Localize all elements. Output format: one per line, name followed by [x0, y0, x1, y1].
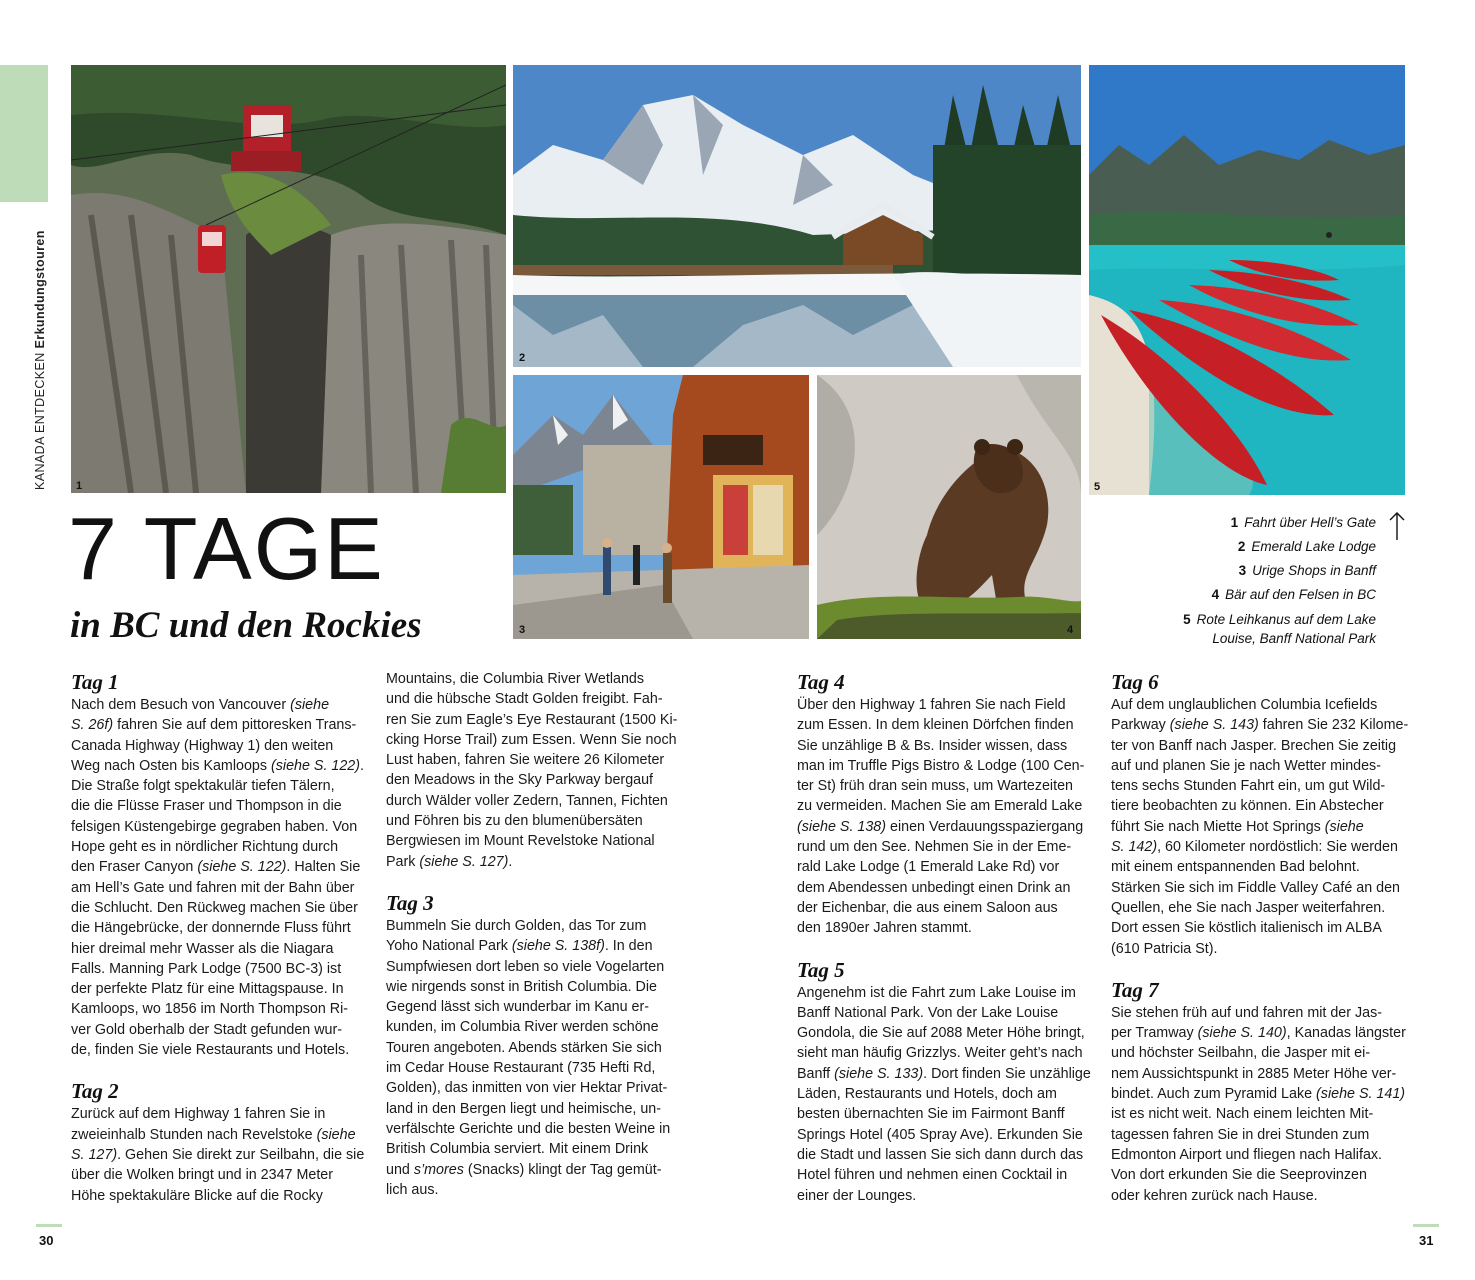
- heading-tag-3: Tag 3: [386, 890, 434, 915]
- text-line: tiere beobachten zu können. Ein Abstecher: [1111, 798, 1384, 815]
- text-line: die Schlucht. Den Rückweg machen Sie über: [71, 899, 358, 916]
- text-line: Banff National Park. Von der Lake Louise: [797, 1004, 1059, 1021]
- text-line: verfälschte Gerichte und die besten Weine in: [386, 1120, 671, 1137]
- text-line: die Hängebrücke, der donnernde Fluss führt: [71, 920, 351, 937]
- text-line: Banff (siehe S. 133). Dort finden Sie unzählige: [797, 1065, 1091, 1082]
- text-line: S. 26f) fahren Sie auf dem pittoresken Trans-: [71, 717, 357, 734]
- text-line: dem Abendessen unbedingt einen Drink an: [797, 879, 1071, 896]
- text-line: Sumpfwiesen dort leben so viele Vogelarten: [386, 958, 665, 975]
- text-line: Yoho National Park (siehe S. 138f). In den: [386, 938, 653, 955]
- text-line: British Columbia serviert. Mit einem Drink: [386, 1141, 649, 1158]
- page-number-right: 31: [1419, 1233, 1434, 1248]
- text-line: ver Gold oberhalb der Stadt gefunden wur-: [71, 1021, 343, 1038]
- photo-number-3: 3: [519, 624, 526, 636]
- text-line: Weg nach Osten bis Kamloops (siehe S. 122).: [71, 757, 364, 774]
- photo-banff-shops: [513, 375, 809, 639]
- text-line: Falls. Manning Park Lodge (7500 BC-3) ist: [71, 960, 342, 977]
- heading-tag-7: Tag 7: [1111, 977, 1159, 1002]
- photo-number-5: 5: [1094, 481, 1101, 493]
- text-line: zweieinhalb Stunden nach Revelstoke (siehe: [71, 1126, 356, 1143]
- text-tag-3: [386, 916, 686, 1200]
- text-line: besten übernachten Sie im Fairmont Banff: [797, 1106, 1065, 1123]
- text-line: Höhe spektakuläre Blicke auf die Rocky: [71, 1187, 323, 1204]
- caption-1: 1 Fahrt über Hell’s Gate: [1230, 515, 1376, 530]
- text-tag-5: [797, 983, 1097, 1206]
- text-tag-7: [1111, 1003, 1411, 1206]
- text-line: mit einem entspannenden Bad belohnt.: [1111, 859, 1360, 876]
- text-line: im Cedar House Restaurant (735 Hefti Rd,: [386, 1060, 656, 1077]
- text-line: die die Flüsse Fraser und Thompson in die: [71, 798, 342, 815]
- text-line: Lust haben, fahren Sie weitere 26 Kilometer: [386, 752, 665, 769]
- spine-label: [33, 230, 47, 490]
- photo-lake-louise-canoes: [1089, 65, 1405, 495]
- heading-tag-1: Tag 1: [71, 670, 119, 694]
- text-line: und Föhren bis zu den blumenübersäten: [386, 813, 643, 830]
- text-line: und die hübsche Stadt Golden freigibt. Fah-: [386, 691, 663, 708]
- text-line: der perfekte Platz für eine Mittagspause. In: [71, 981, 344, 998]
- text-tag-2-part2: [386, 669, 686, 872]
- text-line: rald Lake Lodge (1 Emerald Lake Rd) vor: [797, 859, 1060, 876]
- caption-3: 3 Urige Shops in Banff: [1238, 563, 1376, 578]
- text-line: land in den Bergen liegt und heimische, un-: [386, 1100, 661, 1117]
- text-line: ist es nicht weit. Nach einem leichten Mit-: [1111, 1106, 1374, 1123]
- heading-tag-2: Tag 2: [71, 1079, 119, 1104]
- text-line: auf und planen Sie je nach Wetter mindes-: [1111, 757, 1381, 774]
- text-line: Sie unzählige B & Bs. Insider wissen, dass: [797, 737, 1068, 754]
- text-line: und s’mores (Snacks) klingt der Tag gemüt-: [386, 1161, 662, 1178]
- text-line: einer der Lounges.: [797, 1187, 917, 1204]
- caption-2: 2 Emerald Lake Lodge: [1237, 539, 1376, 554]
- text-line: Bergwiesen im Mount Revelstoke National: [386, 833, 655, 850]
- text-line: Sie stehen früh auf und fahren mit der Jas-: [1111, 1004, 1382, 1021]
- text-tag-6: [1111, 695, 1411, 959]
- text-line: de, finden Sie viele Restaurants und Hotels.: [71, 1042, 350, 1059]
- text-line: die Stadt und lassen Sie sich dann durch das: [797, 1146, 1084, 1163]
- text-line: kunden, im Columbia River werden schöne: [386, 1019, 659, 1036]
- text-line: Dort essen Sie köstlich italienisch im ALBA: [1111, 920, 1382, 937]
- spine-section: KANADA ENTDECKEN: [33, 352, 47, 490]
- text-line: Mountains, die Columbia River Wetlands: [386, 671, 644, 687]
- text-line: hier dreimal mehr Wasser als die Niagara: [71, 940, 334, 957]
- text-line: über die Wolken bringt und in 2347 Meter: [71, 1167, 334, 1184]
- column-2: [386, 669, 686, 1200]
- text-line: sieht man häufig Grizzlys. Weiter geht’s nach: [797, 1045, 1083, 1062]
- text-line: cking Horse Trail) zum Essen. Wenn Sie noch: [386, 731, 677, 748]
- text-line: Über den Highway 1 fahren Sie nach Field: [797, 697, 1066, 713]
- text-line: Stärken Sie sich im Fiddle Valley Café an den: [1111, 879, 1400, 896]
- photo-number-4: 4: [1067, 624, 1074, 636]
- photo-hells-gate: [71, 65, 506, 493]
- page-title: 7 TAGE: [68, 499, 385, 598]
- text-line: oder kehren zurück nach Hause.: [1111, 1187, 1318, 1204]
- text-line: Park (siehe S. 127).: [386, 853, 513, 870]
- heading-tag-4: Tag 4: [797, 670, 845, 694]
- text-line: führt Sie nach Miette Hot Springs (siehe: [1111, 818, 1364, 835]
- heading-tag-6: Tag 6: [1111, 670, 1159, 694]
- text-line: ter St) früh dran sein muss, um Wartezeiten: [797, 778, 1073, 795]
- text-line: Läden, Restaurants und Hotels, doch am: [797, 1086, 1057, 1103]
- text-line: ren Sie zum Eagle’s Eye Restaurant (1500 Ki-: [386, 711, 678, 728]
- text-line: durch Wälder voller Zedern, Tannen, Fichten: [386, 792, 668, 809]
- text-line: Hope geht es in nördlicher Richtung durch: [71, 839, 339, 856]
- text-line: tens sechs Stunden Fahrt ein, um gut Wild-: [1111, 778, 1386, 795]
- spine-chapter: Erkundungstouren: [33, 230, 47, 349]
- chapter-tab: [0, 65, 48, 202]
- page-number-right-bar: [1413, 1224, 1439, 1227]
- text-line: Nach dem Besuch von Vancouver (siehe: [71, 697, 330, 713]
- text-line: per Tramway (siehe S. 140), Kanadas längster: [1111, 1025, 1406, 1042]
- column-4: [1111, 669, 1411, 1206]
- page-number-left-bar: [36, 1224, 62, 1227]
- text-line: Gondola, die Sie auf 2088 Meter Höhe bringt,: [797, 1025, 1085, 1042]
- text-line: den Meadows in the Sky Parkway bergauf: [386, 772, 654, 789]
- text-line: der Eichenbar, die aus einem Saloon aus: [797, 899, 1058, 916]
- text-line: Touren angeboten. Abends stärken Sie sich: [386, 1039, 662, 1056]
- text-tag-4: [797, 695, 1097, 939]
- photo-number-2: 2: [519, 352, 526, 364]
- text-line: den 1890er Jahren stammt.: [797, 920, 972, 937]
- text-line: man im Truffle Pigs Bistro & Lodge (100 Cen-: [797, 757, 1085, 774]
- text-tag-1: [71, 695, 371, 1060]
- text-line: und höchster Seilbahn, die Jasper mit ei-: [1111, 1045, 1371, 1062]
- text-line: zum Essen. In dem kleinen Dörfchen finden: [797, 717, 1074, 734]
- text-line: Gegend lässt sich wunderbar im Kanu er-: [386, 999, 650, 1016]
- text-line: felsigen Küstengebirge gegraben haben. Von: [71, 818, 358, 835]
- text-line: (610 Patricia St).: [1111, 940, 1218, 957]
- text-line: Auf dem unglaublichen Columbia Icefields: [1111, 697, 1378, 713]
- text-line: Die Straße folgt spektakulär tiefen Tälern,: [71, 778, 335, 795]
- column-1: [71, 669, 371, 1206]
- text-line: wie nirgends sonst in British Columbia. Die: [386, 978, 657, 995]
- column-3: [797, 669, 1097, 1206]
- caption-5: 5 Rote Leihkanus auf dem Lake Louise, Banff National Park: [1183, 612, 1376, 646]
- text-line: den Fraser Canyon (siehe S. 122). Halten Sie: [71, 859, 361, 876]
- text-line: Kamloops, wo 1856 im North Thompson Ri-: [71, 1001, 349, 1018]
- text-line: bindet. Auch zum Pyramid Lake (siehe S. 141): [1111, 1086, 1406, 1103]
- heading-tag-5: Tag 5: [797, 957, 845, 982]
- text-line: (siehe S. 138) einen Verdauungsspaziergang: [797, 818, 1084, 835]
- text-line: tagessen fahren Sie in drei Stunden zum: [1111, 1126, 1370, 1143]
- photo-emerald-lake-lodge: [513, 65, 1081, 367]
- text-line: Parkway (siehe S. 143) fahren Sie 232 Kilome-: [1111, 717, 1409, 734]
- text-line: Golden), das inmitten von vier Hektar Privat-: [386, 1080, 668, 1097]
- page-subtitle: in BC und den Rockies: [70, 605, 422, 646]
- text-line: Quellen, ehe Sie nach Jasper weiterfahren.: [1111, 899, 1386, 916]
- caption-4: 4 Bär auf den Felsen in BC: [1211, 587, 1376, 602]
- photo-number-1: 1: [76, 480, 83, 492]
- text-line: Edmonton Airport und fliegen nach Halifax.: [1111, 1146, 1383, 1163]
- text-line: Zurück auf dem Highway 1 fahren Sie in: [71, 1106, 326, 1123]
- text-line: S. 142), 60 Kilometer nordöstlich: Sie werden: [1111, 839, 1398, 856]
- text-line: Springs Hotel (405 Spray Ave). Erkunden Sie: [797, 1126, 1083, 1143]
- text-line: ter von Banff nach Jasper. Brechen Sie zeitig: [1111, 737, 1397, 754]
- text-line: Canada Highway (Highway 1) den weiten: [71, 737, 334, 754]
- text-line: Von dort erkunden Sie die Seeprovinzen: [1111, 1167, 1367, 1184]
- text-line: rund um den See. Nehmen Sie in der Eme-: [797, 839, 1072, 856]
- text-line: lich aus.: [386, 1181, 439, 1198]
- page-number-left: 30: [39, 1233, 54, 1248]
- text-line: am Hell’s Gate und fahren mit der Bahn über: [71, 879, 355, 896]
- text-line: Hotel führen und nehmen einen Cocktail in: [797, 1167, 1068, 1184]
- text-tag-2-part1: [71, 1104, 371, 1205]
- text-line: zu vermeiden. Machen Sie am Emerald Lake: [797, 798, 1083, 815]
- arrow-up-icon: [1388, 511, 1406, 541]
- text-line: Bummeln Sie durch Golden, das Tor zum: [386, 917, 647, 934]
- text-line: S. 127). Gehen Sie direkt zur Seilbahn, die sie: [71, 1146, 365, 1163]
- photo-bear: [817, 375, 1081, 639]
- photo-captions: [1183, 511, 1376, 648]
- text-line: Angenehm ist die Fahrt zum Lake Louise im: [797, 984, 1076, 1001]
- text-line: nem Aussichtspunkt in 2885 Meter Höhe ver-: [1111, 1065, 1397, 1082]
